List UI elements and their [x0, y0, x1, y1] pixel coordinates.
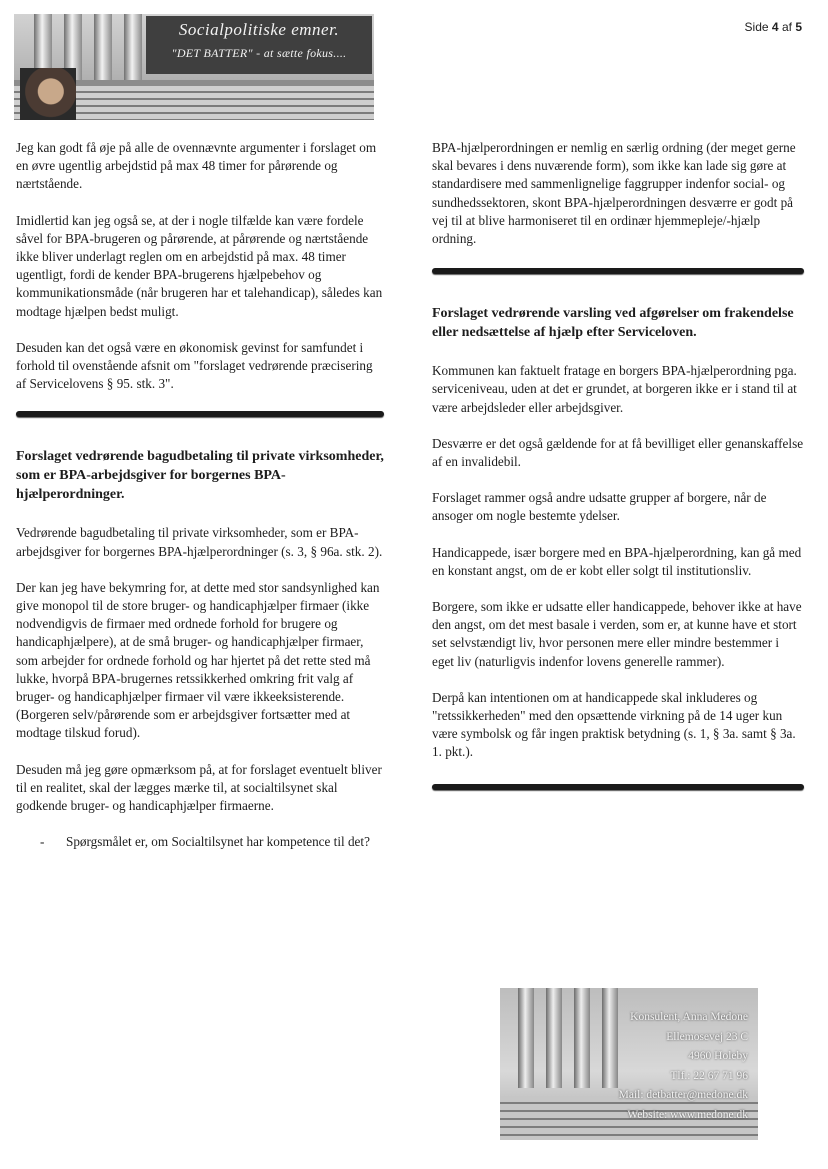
paragraph: Desværre er det også gældende for at få bevilliget eller genanskaffelse af en invalidebil. [432, 435, 804, 470]
paragraph: Jeg kan godt få øje på alle de ovennævnte argumenter i forslaget om en øvre ugentlig arbejdstid på max 48 timer for pårørende og nærtstående. [16, 140, 377, 192]
paragraph: (Borgeren selv/pårørende som er arbejdsgiver fortsætter med at modtage tilskud forud). [16, 707, 351, 741]
bullet-text: Spørgsmålet er, om Socialtilsynet har kompetence til det? [66, 834, 370, 850]
page-current: 4 [771, 20, 779, 34]
paragraph: Handicappede, især borgere med en BPA-hjælperordning, kan gå med en konstant angst, om de er kobt eller solgt til institutionsliv. [432, 544, 802, 578]
page-total: 5 [795, 20, 802, 34]
page-of: af [781, 20, 792, 34]
contact-name: Konsulent, Anna Medone [630, 1011, 748, 1023]
contact-city: 4960 Holeby [688, 1050, 748, 1062]
contact-mail-link[interactable]: Mail: detbatter@medone.dk [618, 1089, 748, 1101]
section-divider [432, 268, 804, 274]
paragraph: Desuden kan det også være en økonomisk gevinst for samfundet i forhold til ovenstående afsnit om "forslaget vedrørende præcisering af Servicelovens § 95. stk. 3". [16, 339, 373, 392]
paragraph: Vedrørende bagudbetaling til private virksomheder, som er BPA-arbejdsgiver for borgernes BPA-hjælperordninger (s. 3, § 96a. stk. 2). [16, 525, 383, 559]
section-heading: Forslaget vedrørende bagudbetaling til private virksomheder, som er BPA-arbejdsgiver for borgernes BPA-hjælperordninger. [16, 449, 384, 503]
contact-phone: Tlf.: 22 67 71 96 [670, 1069, 748, 1082]
section-divider [432, 784, 804, 790]
paragraph: Derpå kan intentionen om at handicappede skal inkluderes og "retssikkerheden" med den opsættende virkning på de 14 uger kun være symbolsk og får ingen praktisk betydning (s. 1, § 3a. samt § 3a. 1. pkt.). [432, 689, 796, 760]
bullet-item [40, 833, 384, 851]
paragraph: BPA-hjælperordningen er nemlig en særlig ordning (der meget gerne skal bevares i dens nuværende form), som ikke kan lade sig gøre at standardisere med sammenlignelige faggrupper indenfor social- og sundhedssektoren, skont BPA-hjælperordningen desværre er godt på vej til at blive harmoniseret til en ordinær hjemmepleje/-hjælp ordning. [432, 140, 796, 247]
column-decoration [124, 14, 142, 88]
banner-title-box [146, 16, 372, 74]
contact-lines [500, 1008, 748, 1125]
section-divider [16, 411, 384, 417]
page-label: Side [744, 20, 769, 34]
contact-website-link[interactable]: Website: www.medone.dk [627, 1108, 748, 1121]
paragraph: Forslaget rammer også andre udsatte grupper af borgere, når de ansoger om nogle bestemte ydelser. [432, 490, 767, 524]
contact-street: Ellemosevej 23 C [666, 1030, 748, 1043]
section-heading: Forslaget vedrørende varsling ved afgørelser om frakendelse eller nedsættelse af hjælp efter Serviceloven. [432, 306, 794, 341]
author-photo [20, 68, 76, 120]
page-number [745, 20, 802, 34]
right-column [432, 139, 804, 820]
paragraph: Der kan jeg have bekymring for, at dette med stor sandsynlighed kan give monopol til de store bruger- og handicaphjælper firmaer (ikke nodvendigvis de firmaer med ordnede forhold for brugere og handicaphjælpere), at de små bruger- og handicaphjælper firmaer, som arbejder for ordnede forhold og har hjertet på det rette sted må lukke, hvorpå BPA-brugernes retssikkerhed omkring frit valg af bruger- og handicaphjælper firmaer vil være ikkeeksisterende. [16, 579, 380, 705]
header-banner [14, 14, 374, 120]
column-decoration [94, 14, 112, 88]
paragraph: Desuden må jeg gøre opmærksom på, at for forslaget eventuelt bliver til en realitet, skal der lægges mærke til, at socialtilsynet skal godkende bruger- og handicaphjælper firmaerne. [16, 761, 382, 814]
contact-card [500, 988, 758, 1140]
bullet-marker: - [40, 834, 45, 850]
banner-title: Socialpolitiske emner. [178, 20, 340, 39]
paragraph: Imidlertid kan jeg også se, at der i nogle tilfælde kan være fordele såvel for BPA-brugeren og pårørende, at pårørende og nærtstående ikke bliver underlagt reglen om en arbejdstid på max. 48 timer ugentligt, fordi de kender BPA-brugerens hjælpebehov og kommunikationsmåde (når brugeren har et talehandicap), således kan modtage hjælpen bedst muligt. [16, 212, 383, 319]
paragraph: Kommunen kan faktuelt fratage en borgers BPA-hjælperordning pga. serviceniveau, uden at det er grundet, at borgeren ikke er i stand til at være arbejdsleder eller arbejdsgiver. [432, 363, 797, 415]
paragraph: Borgere, som ikke er udsatte eller handicappede, behover ikke at have den angst, om det mest basale i verden, som er, at kunne have et stort set selvstændigt liv, hvor personen mere eller mindre bestemmer i eget liv (naturligvis indenfor lovens generelle rammer). [432, 599, 802, 669]
banner-subtitle: "DET BATTER" - at sætte fokus.... [171, 46, 347, 60]
left-column [16, 139, 384, 851]
